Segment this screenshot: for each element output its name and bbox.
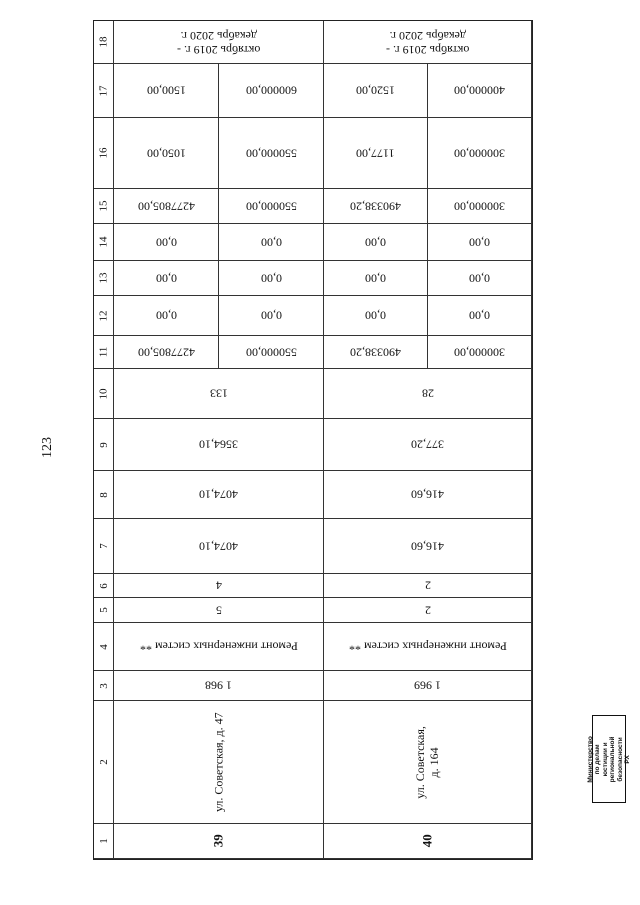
page-number: 123	[40, 437, 55, 458]
column-number-2-text: 2	[97, 759, 110, 765]
column-number-17-text: 17	[97, 85, 110, 96]
row-40-col-10	[324, 369, 532, 419]
row-39-col-13-part	[219, 261, 324, 296]
row-39-col-8	[114, 471, 324, 519]
row-40-col-16-total-text: 1177,00	[356, 146, 395, 161]
column-number-18	[94, 21, 114, 64]
column-number-12-text: 12	[97, 310, 110, 321]
row-39-col-6	[114, 574, 324, 598]
row-40-col-12-total-text: 0,00	[365, 308, 386, 323]
row-39-col-16-total	[114, 118, 219, 189]
row-40-col-8-text: 416,60	[411, 487, 444, 502]
row-40-col-16-part	[428, 118, 532, 189]
row-40-col-10-text: 28	[421, 386, 434, 401]
row-39-col-5	[114, 598, 324, 623]
row-40-col-15-part	[428, 189, 532, 224]
column-number-14-text: 14	[97, 236, 110, 248]
row-39-col-4-text: Ремонт инженерных систем **	[139, 639, 298, 654]
column-number-1-text: 1	[97, 838, 110, 844]
row-40-col-1-text: 40	[419, 834, 435, 848]
row-39-col-14-part-text: 0,00	[260, 235, 282, 250]
row-39-col-3	[114, 671, 324, 701]
row-39-col-5-text: 5	[215, 603, 222, 618]
column-number-9-text: 9	[97, 441, 110, 448]
row-39-col-9	[114, 419, 324, 471]
row-39-col-13-total	[114, 261, 219, 296]
column-number-4	[94, 623, 114, 671]
row-40-col-9	[324, 419, 532, 471]
row-39-col-17-total-text: 1500,00	[146, 83, 186, 98]
row-39-col-11-part	[219, 336, 324, 369]
row-40-col-12-part	[428, 296, 532, 336]
row-40-col-13-part-text: 0,00	[469, 271, 490, 286]
column-number-15	[94, 189, 114, 224]
row-40-col-3	[324, 671, 532, 701]
column-number-16-text: 16	[97, 147, 110, 159]
row-40-col-16-part-text: 300000,00	[454, 146, 505, 161]
row-39-col-16-total-text: 1050,00	[146, 146, 186, 161]
column-number-8	[94, 471, 114, 519]
row-39-col-10	[114, 369, 324, 419]
row-40-col-13-total	[324, 261, 428, 296]
row-40-col-14-part	[428, 224, 532, 261]
column-number-10	[94, 369, 114, 419]
row-39-col-16-part-text: 550000,00	[245, 146, 297, 161]
row-39-col-17-total	[114, 64, 219, 118]
column-number-11-text: 11	[97, 346, 110, 358]
column-number-15-text: 15	[97, 200, 110, 212]
column-number-9	[94, 419, 114, 471]
row-40-col-18-text: октябрь 2019 г. - декабрь 2020 г.	[385, 28, 470, 57]
row-39-col-18	[114, 21, 324, 64]
column-number-6-text: 6	[97, 582, 110, 589]
column-number-13	[94, 261, 114, 296]
row-39-col-13-part-text: 0,00	[260, 271, 282, 286]
row-40-col-11-total	[324, 336, 428, 369]
row-39-col-12-part-text: 0,00	[260, 308, 282, 323]
row-39-col-16-part	[219, 118, 324, 189]
column-number-1	[94, 824, 114, 859]
row-40-col-4	[324, 623, 532, 671]
row-39-col-11-part-text: 550000,00	[245, 345, 297, 360]
row-40-col-2	[324, 701, 532, 824]
row-40-col-15-part-text: 300000,00	[454, 199, 505, 214]
row-40-col-8	[324, 471, 532, 519]
stamp-text: Министерство по делам юстиции и региональной безопасности РХ	[586, 735, 631, 783]
row-39-col-12-part	[219, 296, 324, 336]
row-40-col-1	[324, 824, 532, 859]
row-39-col-10-text: 133	[209, 386, 228, 401]
column-number-10-text: 10	[97, 388, 110, 399]
row-39-col-11-total	[114, 336, 219, 369]
row-39-col-11-total-text: 4277805,00	[137, 345, 195, 360]
row-39-col-7-text: 4074,10	[199, 539, 238, 554]
row-40-col-9-text: 377,20	[411, 437, 444, 452]
row-40-col-11-part	[428, 336, 532, 369]
row-39-col-12-total	[114, 296, 219, 336]
column-number-3-text: 3	[97, 682, 110, 689]
row-40-col-17-total	[324, 64, 428, 118]
column-number-16	[94, 118, 114, 189]
row-40-col-7-text: 416,60	[411, 539, 444, 554]
row-39-col-15-part	[219, 189, 324, 224]
row-39-col-4	[114, 623, 324, 671]
row-40-col-17-part	[428, 64, 532, 118]
row-40-col-17-part-text: 400000,00	[454, 83, 505, 98]
row-40-col-6-text: 2	[424, 578, 431, 593]
row-40-col-15-total-text: 490338,20	[350, 199, 401, 214]
row-39-col-6-text: 4	[215, 578, 222, 593]
row-39-col-17-part-text: 600000,00	[245, 83, 297, 98]
column-number-11	[94, 336, 114, 369]
row-40-col-3-text: 1 969	[414, 678, 441, 693]
column-number-18-text: 18	[97, 36, 110, 48]
row-39-col-13-total-text: 0,00	[155, 271, 177, 286]
column-number-6	[94, 574, 114, 598]
row-39-col-14-total	[114, 224, 219, 261]
row-40-col-12-total	[324, 296, 428, 336]
column-number-13-text: 13	[97, 272, 110, 284]
row-40-col-13-part	[428, 261, 532, 296]
row-39-col-14-part	[219, 224, 324, 261]
row-40-col-13-total-text: 0,00	[365, 271, 386, 286]
row-40-col-6	[324, 574, 532, 598]
row-40-col-5-text: 2	[424, 603, 431, 618]
row-39-col-15-total	[114, 189, 219, 224]
row-39-col-7	[114, 519, 324, 574]
column-number-3	[94, 671, 114, 701]
column-number-14	[94, 224, 114, 261]
row-39-col-17-part	[219, 64, 324, 118]
row-40-col-12-part-text: 0,00	[469, 308, 490, 323]
row-39-col-18-text: октябрь 2019 г. - декабрь 2020 г.	[176, 28, 261, 57]
row-39-col-9-text: 3564,10	[199, 437, 238, 452]
row-39-col-1-text: 39	[210, 834, 226, 848]
row-40-col-14-part-text: 0,00	[469, 235, 490, 250]
row-39-col-2	[114, 701, 324, 824]
row-39-col-2-text: ул. Советская, д. 47	[211, 712, 226, 812]
row-40-col-15-total	[324, 189, 428, 224]
row-39-col-3-text: 1 968	[205, 678, 232, 693]
row-40-col-18	[324, 21, 532, 64]
column-number-7	[94, 519, 114, 574]
column-number-12	[94, 296, 114, 336]
row-40-col-7	[324, 519, 532, 574]
row-40-col-5	[324, 598, 532, 623]
row-39-col-1	[114, 824, 324, 859]
column-number-2	[94, 701, 114, 824]
column-number-4-text: 4	[97, 643, 110, 650]
row-39-col-14-total-text: 0,00	[155, 235, 177, 250]
row-40-col-11-total-text: 490338,20	[350, 345, 401, 360]
row-40-col-11-part-text: 300000,00	[454, 345, 505, 360]
row-39-col-8-text: 4074,10	[199, 487, 238, 502]
row-40-col-2-text: ул. Советская, д. 164	[413, 725, 442, 799]
registration-stamp	[586, 715, 631, 803]
column-number-8-text: 8	[97, 491, 110, 498]
column-number-5	[94, 598, 114, 623]
row-40-col-17-total-text: 1520,00	[356, 83, 395, 98]
row-40-col-14-total-text: 0,00	[365, 235, 386, 250]
row-39-col-15-total-text: 4277805,00	[137, 199, 195, 214]
column-number-17	[94, 64, 114, 118]
row-40-col-16-total	[324, 118, 428, 189]
column-number-7-text: 7	[97, 543, 110, 549]
row-40-col-14-total	[324, 224, 428, 261]
data-table	[93, 20, 533, 860]
row-39-col-15-part-text: 550000,00	[245, 199, 297, 214]
row-39-col-12-total-text: 0,00	[155, 308, 177, 323]
row-40-col-4-text: Ремонт инженерных систем **	[348, 639, 507, 654]
column-number-5-text: 5	[97, 607, 110, 613]
